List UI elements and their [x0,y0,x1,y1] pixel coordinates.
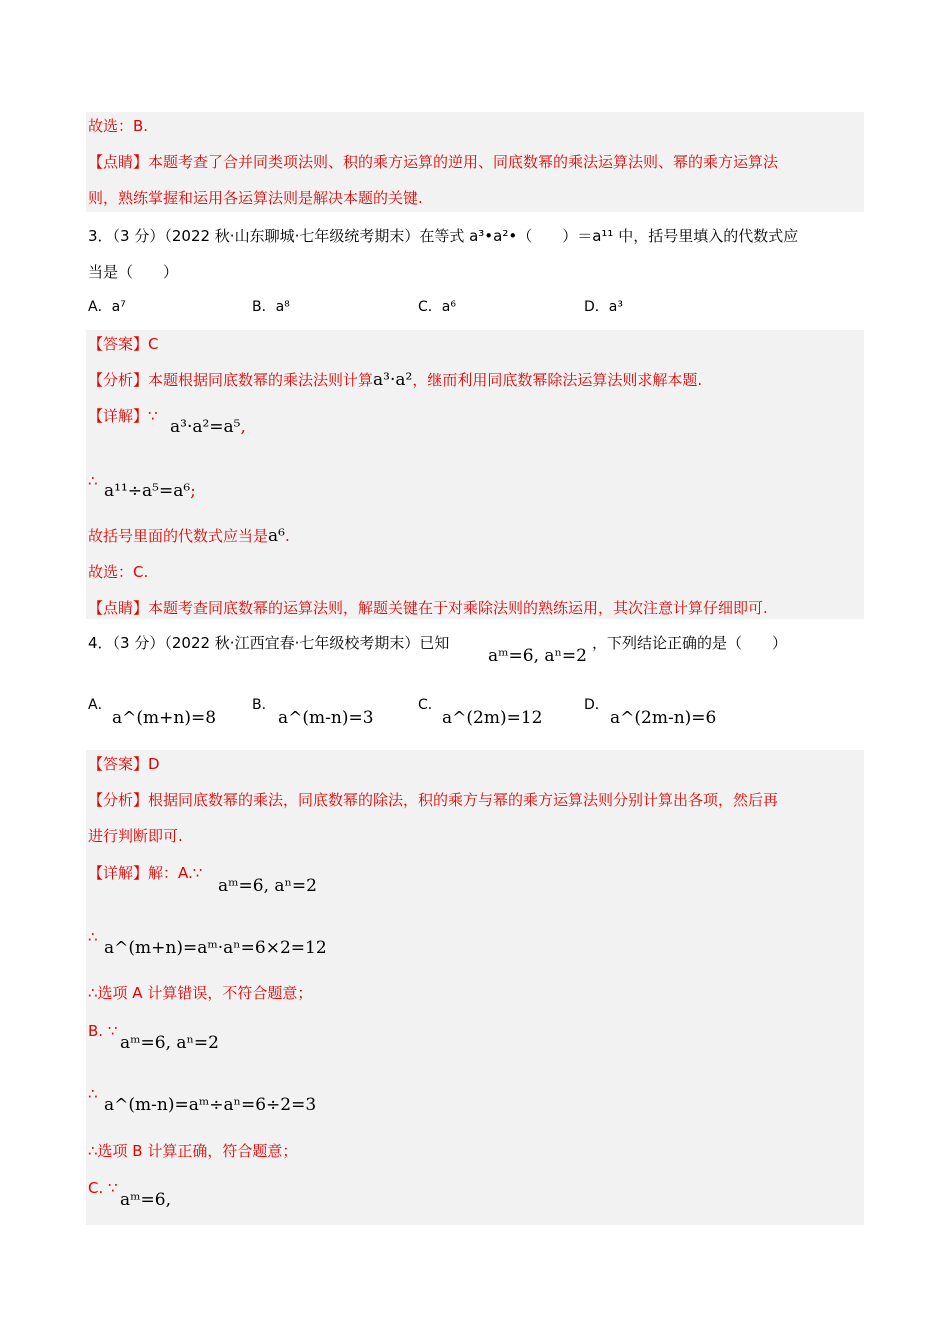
q3-option-b: B．a⁸ [252,299,290,315]
q3-option-d: D．a³ [584,299,623,315]
q3-conclusion-text-a: 故括号里面的代数式应当是 [88,527,269,545]
q4-analysis-text-1: 根据同底数幂的乘法，同底数幂的除法，积的乘方与幂的乘方运算法则分别计算出各项，然后再 [148,791,779,809]
q3-eq-2 [104,480,196,502]
q3-eq-2-math: a¹¹÷a⁵=a⁶ [104,481,191,501]
q2-comment-line-1 [88,151,778,173]
q4-therefore-b: ∴ [88,1085,98,1103]
q2-final-choice: 故选：B. [88,117,149,135]
q3-analysis [88,369,702,391]
q4-option-b-label: B． [252,697,276,713]
q4-detail-text: 解：A.∵ [148,864,203,882]
q2-comment-text-1: 本题考查了合并同类项法则、积的乘方运算的逆用、同底数幂的乘法运算法则、幂的乘方运算法 [148,153,779,171]
q4-detail-header [88,862,202,884]
q3-because-symbol: ∵ [148,407,158,425]
q3-comment-tag: 【点睛】 [88,599,149,617]
q4-eq-b1: aᵐ=6, aⁿ=2 [120,1033,219,1053]
q3-analysis-tag: 【分析】 [88,371,149,389]
q3-conclusion-math: a⁶ [268,526,285,546]
q3-comment-text: 本题考查同底数幂的运算法则，解题关键在于对乘除法则的熟练运用，其次注意计算仔细即可. [148,599,768,617]
q3-eq-1-math: a³·a²=a⁵ [170,417,241,437]
q3-option-c: C．a⁶ [418,299,456,315]
q4-eq-c1: aᵐ=6, [120,1190,172,1210]
q4-option-b-math: a^(m-n)=3 [278,708,374,728]
q4-eq-a1: aᵐ=6, aⁿ=2 [218,876,317,896]
q4-option-d-label: D． [584,697,609,713]
q3-option-a: A．a⁷ [88,299,126,315]
q3-final-choice: 故选：C. [88,563,149,581]
q4-stem [88,632,449,654]
q3-answer [88,333,159,355]
q3-analysis-math: a³·a² [373,370,413,390]
q4-stem-text: 4．（3 分）（2022 秋·江西宜春·七年级校考期末）已知 [88,634,450,652]
q4-conclusion-a: ∴选项 A 计算错误，不符合题意； [88,984,313,1002]
q4-analysis-line-1 [88,789,778,811]
q4-eq-a2: a^(m+n)=aᵐ·aⁿ=6×2=12 [104,938,327,958]
q3-eq-2-semicolon: ; [190,481,196,501]
q4-answer-value: D [148,755,160,773]
q3-stem-line-2: 当是（ ） [88,263,179,281]
q4-therefore-a: ∴ [88,928,98,946]
q4-stem-end: ，下列结论正确的是（ ） [592,634,788,652]
q3-eq-1 [170,416,246,438]
q4-label-c: C. ∵ [88,1179,118,1197]
q4-detail-tag: 【详解】 [88,864,149,882]
q3-analysis-text-a: 本题根据同底数幂的乘法法则计算 [148,371,374,389]
q3-therefore-1: ∴ [88,472,98,490]
q4-stem-math: aᵐ=6, aⁿ=2 [488,646,587,666]
q4-answer-tag: 【答案】 [88,755,149,773]
q4-option-d-math: a^(2m-n)=6 [610,708,717,728]
q4-eq-b2: a^(m-n)=aᵐ÷aⁿ=6÷2=3 [104,1095,317,1115]
q3-answer-tag: 【答案】 [88,335,149,353]
q3-detail-tag: 【详解】 [88,407,149,425]
q4-answer [88,753,160,775]
q3-detail-header [88,405,158,427]
q2-comment-line-2: 则，熟练掌握和运用各运算法则是解决本题的关键. [88,189,423,207]
q4-option-c-label: C． [418,697,442,713]
q3-eq-1-comma: , [240,417,246,437]
q4-label-b: B. ∵ [88,1022,118,1040]
q3-conclusion [88,525,290,547]
q4-analysis-line-2: 进行判断即可. [88,827,183,845]
q2-comment-tag: 【点睛】 [88,153,149,171]
q3-comment [88,597,768,619]
q4-option-a-math: a^(m+n)=8 [112,708,217,728]
q4-conclusion-b: ∴选项 B 计算正确，符合题意； [88,1142,298,1160]
q4-option-a-label: A． [88,697,112,713]
q3-answer-value: C [148,335,159,353]
q3-stem-line-1: 3．（3 分）（2022 秋·山东聊城·七年级统考期末）在等式 a³•a²•（ ）＝a¹¹ 中，括号里填入的代数式应 [88,227,799,245]
q4-option-c-math: a^(2m)=12 [442,708,543,728]
q4-analysis-tag: 【分析】 [88,791,149,809]
q3-conclusion-text-b: . [284,527,290,545]
q3-analysis-text-b: ，继而利用同底数幂除法运算法则求解本题. [412,371,703,389]
